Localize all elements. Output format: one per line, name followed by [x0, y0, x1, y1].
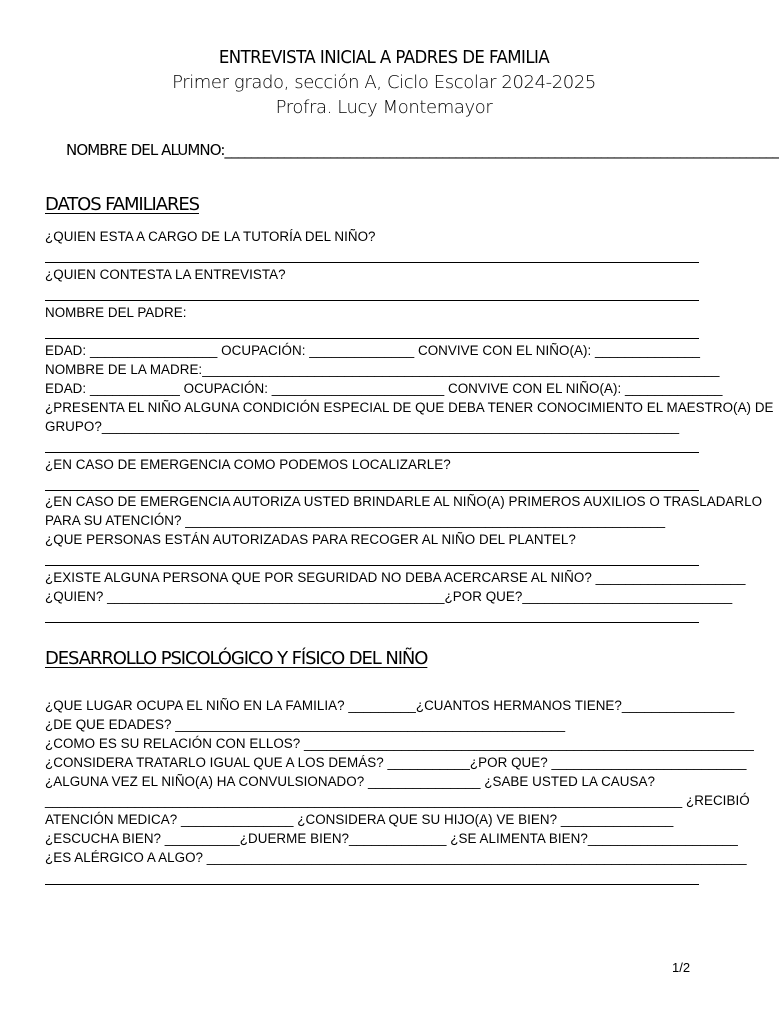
question-trato-igual[interactable]: ¿CONSIDERA TRATARLO IGUAL QUE A LOS DEMÁS? ___________¿POR QUE? __________________________ [45, 755, 747, 770]
question-primeros-auxilios-cont[interactable]: PARA SU ATENCIÓN? ________________________________________________________________ [45, 513, 666, 528]
answer-line-tutoria[interactable] [45, 262, 699, 263]
question-quien-por-que[interactable]: ¿QUIEN? _____________________________________________¿POR QUE?____________________________ [45, 589, 733, 604]
document-title: ENTREVISTA INICIAL A PADRES DE FAMILIA [218, 47, 550, 68]
question-personas-autorizadas: ¿QUE PERSONAS ESTÁN AUTORIZADAS PARA RECOGER AL NIÑO DEL PLANTEL? [45, 532, 576, 547]
question-atencion-medica[interactable]: ATENCIÓN MEDICA? _______________ ¿CONSIDERA QUE SU HIJO(A) VE BIEN? _______________ [45, 812, 674, 827]
student-name-field[interactable]: NOMBRE DEL ALUMNO:____________________________________________________________________________________ [66, 141, 779, 159]
question-escucha-duerme[interactable]: ¿ESCUCHA BIEN? __________¿DUERME BIEN?_____________ ¿SE ALIMENTA BIEN?____________________ [45, 831, 738, 846]
question-convulsion[interactable]: ¿ALGUNA VEZ EL NIÑO(A) HA CONVULSIONADO? _______________ ¿SABE USTED LA CAUSA? [45, 774, 655, 789]
page-number: 1/2 [672, 960, 691, 975]
question-madre-edad-ocupacion[interactable]: EDAD: ____________ OCUPACIÓN: _______________________ CONVIVE CON EL NIÑO(A): _____________ [45, 381, 723, 396]
question-nombre-padre: NOMBRE DEL PADRE: [45, 305, 187, 320]
question-alergico[interactable]: ¿ES ALÉRGICO A ALGO? ________________________________________________________________________ [45, 850, 747, 865]
answer-line-contesta[interactable] [45, 300, 699, 301]
answer-line-alergico[interactable] [45, 884, 699, 885]
question-condicion-especial: ¿PRESENTA EL NIÑO ALGUNA CONDICIÓN ESPECIAL DE QUE DEBA TENER CONOCIMIENTO EL MAESTRO(A) DE [45, 400, 774, 415]
answer-line-personas-autorizadas[interactable] [45, 565, 699, 566]
question-localizar-emergencia: ¿EN CASO DE EMERGENCIA COMO PODEMOS LOCALIZARLE? [45, 457, 451, 472]
question-condicion-especial-cont[interactable]: GRUPO?_____________________________________________________________________________ [45, 419, 680, 434]
section-title-datos-familiares: DATOS FAMILIARES [45, 194, 199, 215]
question-persona-restringida[interactable]: ¿EXISTE ALGUNA PERSONA QUE POR SEGURIDAD NO DEBA ACERCARSE AL NIÑO? ____________________ [45, 570, 746, 585]
document-subtitle: Primer grado, sección A, Ciclo Escolar 2024-2025 [172, 72, 596, 93]
question-tutoria: ¿QUIEN ESTA A CARGO DE LA TUTORÍA DEL NIÑO? [45, 229, 376, 244]
question-primeros-auxilios: ¿EN CASO DE EMERGENCIA AUTORIZA USTED BRINDARLE AL NIÑO(A) PRIMEROS AUXILIOS O TRASLADARLO [45, 494, 763, 509]
question-padre-edad-ocupacion[interactable]: EDAD: _________________ OCUPACIÓN: ______________ CONVIVE CON EL NIÑO(A): ______________ [45, 343, 700, 358]
question-lugar-familia[interactable]: ¿QUE LUGAR OCUPA EL NIÑO EN LA FAMILIA? _________¿CUANTOS HERMANOS TIENE?_______________ [45, 698, 735, 713]
question-causa-recibio[interactable]: _____________________________________________________________________________________ ¿RECIBIÓ [45, 793, 750, 808]
document-header [0, 46, 768, 120]
question-contesta: ¿QUIEN CONTESTA LA ENTREVISTA? [45, 267, 286, 282]
question-relacion[interactable]: ¿COMO ES SU RELACIÓN CON ELLOS? ____________________________________________________________ [45, 736, 754, 751]
question-nombre-madre[interactable]: NOMBRE DE LA MADRE:_____________________________________________________________________ [45, 362, 720, 377]
teacher-name: Profra. Lucy Montemayor [275, 97, 493, 118]
answer-line-quien-por-que[interactable] [45, 622, 699, 623]
answer-line-condicion-especial[interactable] [45, 452, 699, 453]
answer-line-nombre-padre[interactable] [45, 338, 699, 339]
question-edades[interactable]: ¿DE QUE EDADES? ____________________________________________________ [45, 717, 566, 732]
answer-line-localizar[interactable] [45, 490, 699, 491]
section-title-desarrollo: DESARROLLO PSICOLÓGICO Y FÍSICO DEL NIÑO [45, 648, 428, 669]
